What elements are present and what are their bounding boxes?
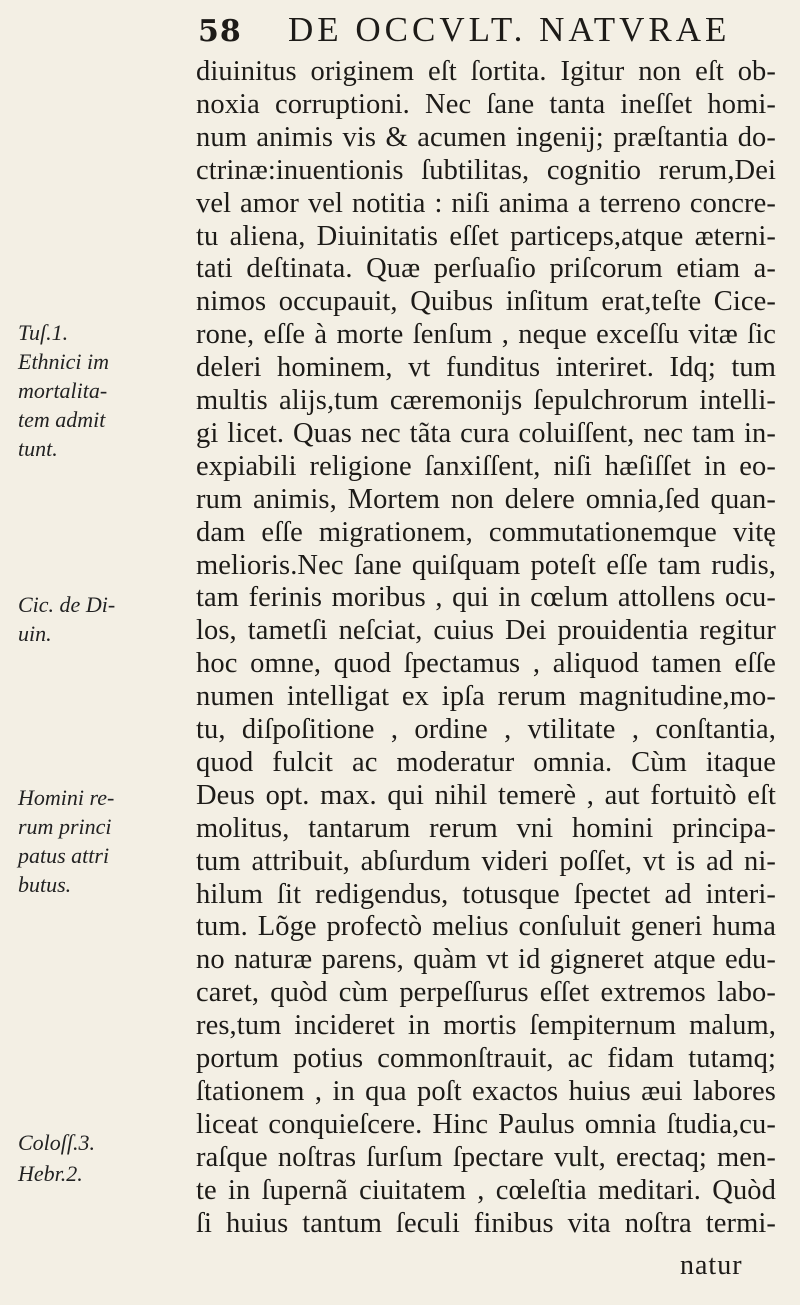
text-line: raſque noſtras ſurſum ſpectare vult, erectaq; men- — [196, 1141, 776, 1173]
text-line: tu, diſpoſitione , ordine , vtilitate , conſtantia, — [196, 714, 776, 745]
margin-note-hebr: Hebr.2. — [18, 1161, 83, 1186]
text-line: hilum ſit redigendus, totusque ſpectet ad interi- — [196, 878, 776, 910]
catchword: natur — [680, 1250, 743, 1281]
text-line: caret, quòd cùm perpeſſurus eſſet extremos labo- — [196, 977, 776, 1009]
text-line: rum animis, Mortem non delere omnia,ſed quan- — [196, 483, 776, 515]
text-line: te in ſupernã ciuitatem , cœleſtia meditari. Quòd — [196, 1174, 776, 1206]
margin-note-homini-2: rum princi — [18, 814, 112, 839]
text-line: deleri hominem, vt funditus interiret. Idq; tum — [196, 352, 776, 384]
margin-note-homini-1: Homini re- — [18, 785, 115, 810]
text-line: noxia corruptioni. Nec ſane tanta ineſſet homi- — [196, 88, 776, 120]
text-line: melioris.Nec ſane quiſquam poteſt eſſe tam rudis, — [196, 549, 776, 581]
text-line: numen intelligat ex ipſa rerum magnitudine,mo- — [196, 681, 776, 713]
margin-note-homini-3: patus attri — [18, 843, 110, 868]
text-line: rone, eſſe à morte ſenſum , neque exceſſu vitæ ſic — [196, 319, 776, 351]
margin-note-cic-2: uin. — [18, 621, 52, 646]
text-line: tam ferinis moribus , qui in cœlum attollens ocu- — [196, 582, 776, 614]
margin-note-ethnici-2: mortalita- — [18, 378, 108, 403]
text-line: num animis vis & acumen ingenij; præſtantia do- — [196, 121, 776, 153]
text-line: molitus, tantarum rerum vni homini principa- — [196, 812, 776, 844]
text-line: vel amor vel notitia : niſi anima a terreno concre- — [196, 187, 776, 219]
text-line: no naturæ parens, quàm vt id gigneret atque edu- — [196, 944, 776, 976]
text-line: ctrinæ:inuentionis ſubtilitas, cognitio rerum,Dei — [196, 154, 776, 186]
text-line: multis alijs,tum cæremonijs ſepulchrorum intelli- — [196, 385, 776, 416]
text-line: tum. Lõge profectò melius conſuluit generi huma — [196, 911, 776, 943]
margin-note-ethnici-1: Ethnici im — [18, 349, 110, 374]
text-line: res,tum incideret in mortis ſempiternum malum, — [196, 1010, 776, 1042]
text-line: liceat conquieſcere. Hinc Paulus omnia ſtudia,cu- — [196, 1108, 776, 1140]
margin-note-ethnici-3: tem admit — [18, 407, 106, 432]
margin-note-ethnici-4: tunt. — [18, 436, 58, 461]
text-line: tum attribuit, abſurdum videri poſſet, vt is ad ni- — [196, 845, 776, 877]
running-head: DE OCCVLT. NATVRAE — [288, 10, 731, 49]
text-line: tati deſtinata. Quæ perſuaſio priſcorum etiam a- — [196, 253, 776, 285]
text-line: expiabili religione ſanxiſſent, niſi hæſiſſet in eo- — [196, 450, 776, 482]
text-line: diuinitus originem eſt ſortita. Igitur non eſt ob- — [196, 56, 776, 87]
text-line: portum potius commonſtrauit, ac fidam tutamq; — [196, 1043, 776, 1074]
text-line: quod fulcit ac moderatur omnia. Cùm itaque — [196, 746, 776, 778]
text-line: Deus opt. max. qui nihil temerè , aut fortuitò eſt — [196, 779, 776, 811]
text-line: dam eſſe migrationem, commutationemque vitę — [196, 516, 776, 548]
margin-note-tusc: Tuſ.1. — [18, 320, 69, 345]
text-line: ſi huius tantum ſeculi finibus vita noſtra termi- — [196, 1207, 776, 1239]
text-line: los, tametſi neſciat, cuius Dei prouidentia regitur — [196, 615, 776, 647]
margin-note-cic-1: Cic. de Di- — [18, 592, 116, 617]
text-line: tu aliena, Diuinitatis eſſet particeps,atque æterni- — [196, 220, 776, 252]
text-line: hoc omne, quod ſpectamus , aliquod tamen eſſe — [196, 648, 776, 680]
text-line: nimos occupauit, Quibus inſitum erat,teſte Cice- — [196, 286, 776, 318]
margin-note-coloss: Coloſſ.3. — [18, 1130, 96, 1155]
text-line: gi licet. Quas nec tãta cura coluiſſent, nec tam in- — [196, 417, 776, 449]
text-line: ſtationem , in qua poſt exactos huius æui labores — [196, 1075, 776, 1107]
page-header — [198, 8, 798, 54]
margin-note-homini-4: butus. — [18, 872, 72, 897]
page-number: 58 — [198, 14, 242, 49]
